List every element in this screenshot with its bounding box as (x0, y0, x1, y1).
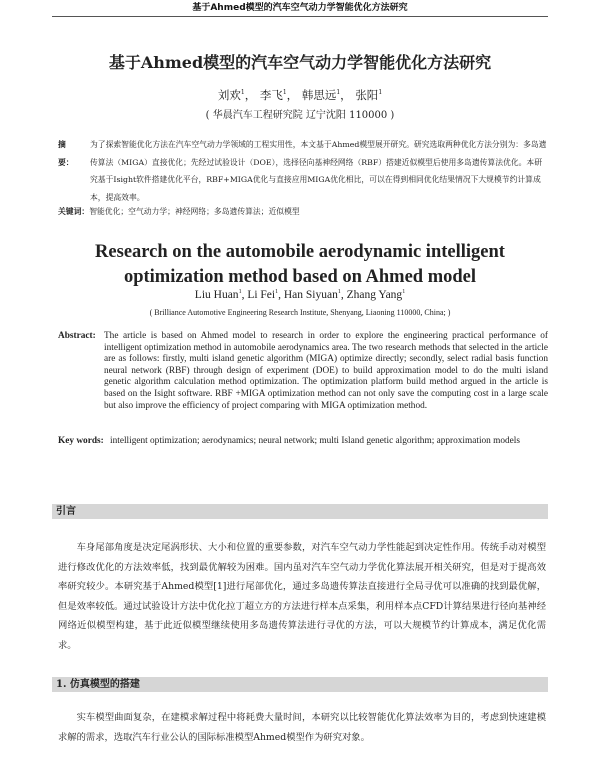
en-keywords (58, 436, 548, 448)
author-sep: , (340, 289, 347, 301)
cn-abstract-label: 摘 要： (58, 140, 74, 167)
author-sup: 1 (378, 89, 383, 97)
author-name: Han Siyuan (283, 289, 338, 301)
author-sup: 1 (238, 289, 242, 296)
cn-keywords-label: 关键词： (58, 207, 90, 216)
author-sup: 1 (402, 289, 406, 296)
author-name: 张阳 (355, 88, 379, 102)
cn-keywords (58, 206, 548, 217)
author-sep: ， (286, 88, 299, 102)
paragraph: 实车模型曲面复杂，在建模求解过程中将耗费大量时间，本研究以比较智能优化算法效率为目的，考虑到快速建模求解的需求，选取汽车行业公认的国际标准模型Ahmed模型作为研究对象。 (58, 712, 546, 743)
en-abstract (58, 331, 548, 412)
cn-affiliation: ( 华晨汽车工程研究院 辽宁沈阳 110000 ) (205, 110, 395, 121)
paragraph: 车身尾部角度是决定尾涡形状、大小和位置的重要参数，对汽车空气动力学性能起到决定性作用。传统手动对模型进行修改优化的方法效率低，找到最优解较为困难。国内虽对汽车空气动力学优化算法展开相关研究，但是对于提高效率研究较少。本研究基于Ahmed模型[1]进行尾部优化，通过多岛遗传算法直接进行全局寻优可以准确的找到最优解，但是效率较低。通过试验设计方法中优化拉丁超立方的方法进行样本点采集，利用样本点CFD计算结果进行径向基神经网络近似模型构建，基于此近似模型继续使用多岛遗传算法进行寻优的方法，可以大规模节约计算成本，满足优化需求。 (58, 542, 546, 651)
en-keywords-text: intelligent optimization; aerodynamics; neural network; multi Island genetic algorithm; approximation models (110, 436, 520, 446)
en-abstract-label: Abstract: (58, 331, 96, 341)
author-name: 韩思远 (301, 88, 337, 102)
cn-abstract-text: 为了探索智能优化方法在汽车空气动力学领域的工程实用性，本文基于Ahmed模型展开研究。研究选取两种优化方法分别为：多岛遗传算法（MIGA）直接优化；先经过试验设计（DOE），选择径向基神经网络（RBF）搭建近似模型后使用多岛遗传算法优化。本研究基于Isight软件搭建优化平台，RBF+MIGA优化与直接应用MIGA优化相比，可以在得到相同优化结果情况下大规模节约计算成本，提高效率。 (90, 140, 547, 202)
en-affiliation: ( Brilliance Automotive Engineering Research Institute, Shenyang, Liaoning 110000, China; ) (149, 308, 451, 317)
section-body-model (58, 708, 546, 747)
author-sep: , (241, 289, 248, 301)
author-name: Li Fei (247, 289, 276, 301)
cn-abstract (58, 136, 548, 206)
section-heading-model: 1. 仿真模型的搭建 (52, 677, 548, 692)
en-title (0, 240, 600, 290)
author-name: Zhang Yang (346, 289, 403, 301)
author-name: 刘欢 (217, 88, 241, 102)
author-sup: 1 (282, 89, 287, 97)
en-title-line2: optimization method based on Ahmed model (123, 267, 477, 287)
section-heading-intro: 引言 (52, 504, 548, 519)
en-keywords-label: Key words: (58, 436, 104, 446)
author-sup: 1 (336, 89, 341, 97)
en-authors (0, 289, 600, 301)
running-header: 基于Ahmed模型的汽车空气动力学智能优化方法研究 (192, 3, 408, 13)
author-sup: 1 (275, 289, 279, 296)
author-name: Liu Huan (194, 289, 239, 301)
author-sep: , (278, 289, 284, 301)
author-name: 李飞 (259, 88, 283, 102)
section-body-intro (58, 538, 546, 655)
header-rule (52, 16, 548, 17)
cn-authors (0, 87, 600, 103)
cn-keywords-text: 智能优化；空气动力学；神经网络；多岛遗传算法；近似模型 (89, 207, 300, 216)
author-sup: 1 (240, 89, 245, 97)
author-sep: ， (244, 88, 257, 102)
author-sup: 1 (337, 289, 341, 296)
en-title-line1: Research on the automobile aerodynamic intelligent (95, 242, 505, 262)
cn-title: 基于Ahmed模型的汽车空气动力学智能优化方法研究 (108, 53, 492, 72)
author-sep: ， (340, 88, 352, 102)
en-abstract-text: The article is based on Ahmed model to research in order to explore the engineering practical performance of intelligent optimization method in automobile aerodynamics area. The two research methods that selected in the article are as follows: firstly, multi island genetic algorithm (MIGA) optimize directly; secondly, select radial basis function neural network (RBF) through design of experiment (DOE) to build approximation model to do the multi island genetic algorithm calculation method optimization. The optimization platform build method argued in the article is based on the Isight software. RBF +MIGA optimization method can not only save the computing cost in a large scale but also improve the efficiency of project comparing with MIGA optimization method. (104, 331, 548, 411)
